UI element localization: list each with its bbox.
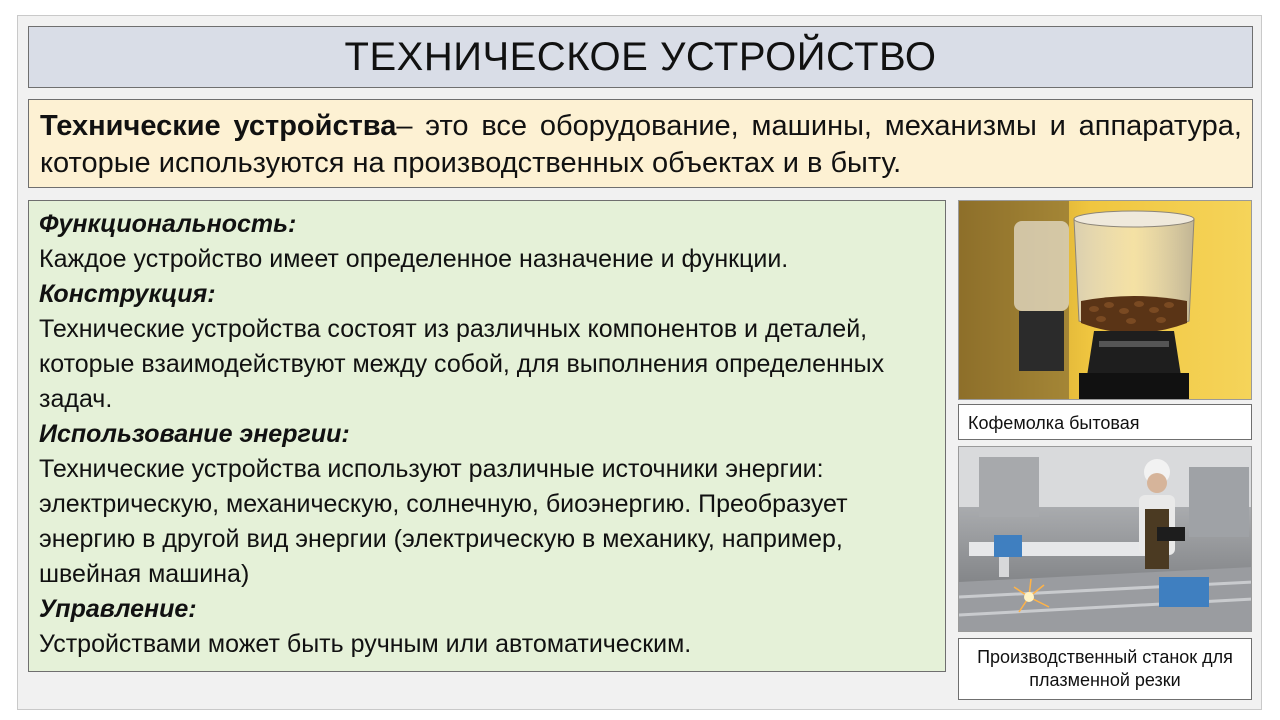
section-text-construction: Технические устройства состоят из различных компонентов и деталей, которые взаимодействуют между собой, для выполнения определенных задач. <box>39 315 885 413</box>
plasma-cutting-machine-photo <box>958 446 1252 632</box>
section-text-energy: Технические устройства используют различные источники энергии: электрическую, механическую, солнечную, биоэнергию. Преобразует энергию в другой вид энергии (электрическую в механику, например, швейная машина) <box>39 455 848 588</box>
section-text-functionality: Каждое устройство имеет определенное назначение и функции. <box>39 245 789 273</box>
content-box <box>28 200 946 672</box>
plasma-cutting-caption: Производственный станок для плазменной резки <box>958 638 1252 700</box>
section-text-control: Устройствами может быть ручным или автоматическим. <box>39 630 692 658</box>
slide-title: ТЕХНИЧЕСКОЕ УСТРОЙСТВО <box>344 34 937 79</box>
section-heading-functionality: Функциональность: <box>39 210 297 238</box>
definition-text: – это все оборудование, машины, механизмы и аппаратура, которые используются на производственных объектах и в быту. <box>40 110 1242 179</box>
title-box <box>28 26 1253 88</box>
coffee-grinder-photo <box>958 200 1252 400</box>
definition-box <box>28 99 1253 188</box>
section-heading-construction: Конструкция: <box>39 280 216 308</box>
section-heading-energy: Использование энергии: <box>39 420 350 448</box>
section-heading-control: Управление: <box>39 595 197 623</box>
coffee-grinder-caption: Кофемолка бытовая <box>958 404 1252 440</box>
definition-term: Технические устройства <box>40 110 397 142</box>
